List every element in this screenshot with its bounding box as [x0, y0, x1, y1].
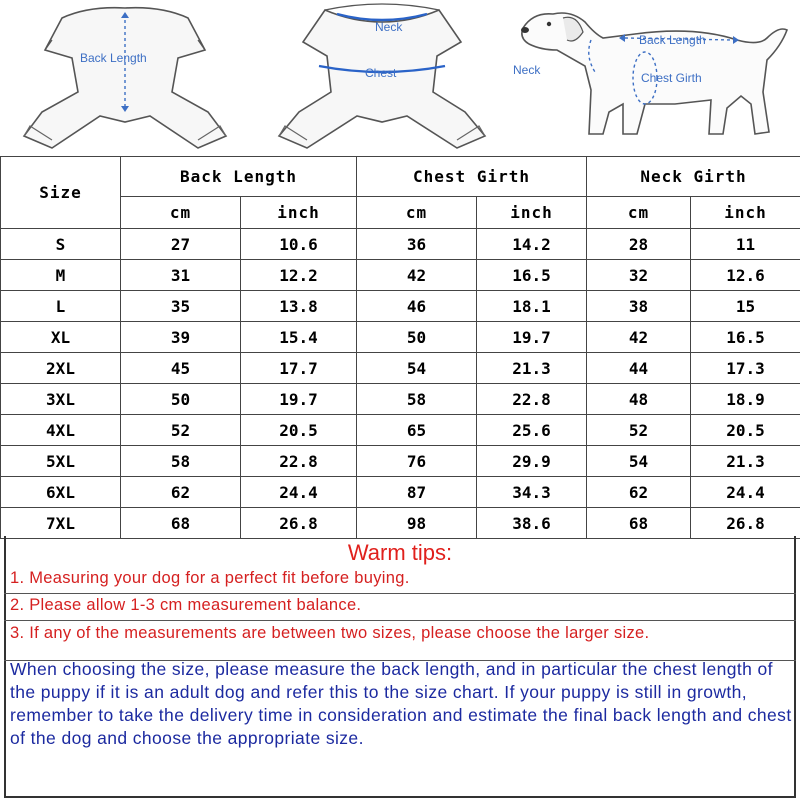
chest-label: Chest	[365, 66, 397, 80]
dog-chest-girth-label: Chest Girth	[641, 71, 702, 85]
measurement-cell: 28	[587, 229, 691, 260]
chest-girth-header: Chest Girth	[357, 157, 587, 197]
measurement-cell: 16.5	[477, 260, 587, 291]
size-cell: 6XL	[1, 477, 121, 508]
measurement-cell: 20.5	[241, 415, 357, 446]
tip-divider	[4, 620, 796, 621]
measurement-cell: 42	[587, 322, 691, 353]
measurement-cell: 44	[587, 353, 691, 384]
back-length-header: Back Length	[121, 157, 357, 197]
measurement-cell: 35	[121, 291, 241, 322]
measurement-cell: 18.1	[477, 291, 587, 322]
tip-divider	[4, 593, 796, 594]
size-column-header: Size	[1, 157, 121, 229]
measurement-cell: 46	[357, 291, 477, 322]
table-group-header-row	[1, 157, 800, 197]
size-cell: 7XL	[1, 508, 121, 539]
table-unit-header-row	[1, 197, 800, 229]
measurement-cell: 20.5	[691, 415, 800, 446]
unit-header: cm	[587, 197, 691, 229]
measurement-cell: 19.7	[241, 384, 357, 415]
size-rows	[1, 229, 800, 539]
table-row	[1, 477, 800, 508]
table-row	[1, 322, 800, 353]
measurement-cell: 45	[121, 353, 241, 384]
measurement-cell: 48	[587, 384, 691, 415]
measurement-cell: 50	[357, 322, 477, 353]
measurement-cell: 38	[587, 291, 691, 322]
measurement-cell: 65	[357, 415, 477, 446]
measurement-cell: 58	[121, 446, 241, 477]
measurement-cell: 10.6	[241, 229, 357, 260]
measurement-cell: 54	[587, 446, 691, 477]
size-cell: 4XL	[1, 415, 121, 446]
measurement-cell: 21.3	[477, 353, 587, 384]
measurement-cell: 13.8	[241, 291, 357, 322]
measurement-cell: 25.6	[477, 415, 587, 446]
size-cell: M	[1, 260, 121, 291]
measurement-cell: 39	[121, 322, 241, 353]
measurement-cell: 98	[357, 508, 477, 539]
size-cell: 3XL	[1, 384, 121, 415]
measurement-cell: 15.4	[241, 322, 357, 353]
table-row	[1, 260, 800, 291]
size-cell: XL	[1, 322, 121, 353]
garment-back-diagram	[0, 0, 250, 156]
warm-tips-title: Warm tips:	[347, 540, 453, 565]
size-cell: 5XL	[1, 446, 121, 477]
measurement-cell: 68	[587, 508, 691, 539]
table-row	[1, 508, 800, 539]
size-cell: L	[1, 291, 121, 322]
measurement-illustrations	[0, 0, 800, 156]
measurement-cell: 76	[357, 446, 477, 477]
size-cell: S	[1, 229, 121, 260]
measurement-cell: 17.7	[241, 353, 357, 384]
measurement-cell: 52	[587, 415, 691, 446]
unit-header: inch	[477, 197, 587, 229]
measurement-cell: 16.5	[691, 322, 800, 353]
unit-header: cm	[121, 197, 241, 229]
tip-item-2: 2. Please allow 1-3 cm measurement balance.	[10, 596, 362, 614]
measurement-cell: 58	[357, 384, 477, 415]
unit-header: cm	[357, 197, 477, 229]
measurement-cell: 42	[357, 260, 477, 291]
unit-header: inch	[241, 197, 357, 229]
back-length-label: Back Length	[80, 51, 147, 65]
measurement-cell: 26.8	[691, 508, 800, 539]
garment-front-diagram	[265, 0, 500, 156]
measurement-cell: 18.9	[691, 384, 800, 415]
measurement-cell: 27	[121, 229, 241, 260]
measurement-cell: 22.8	[477, 384, 587, 415]
size-chart-table	[0, 156, 800, 539]
size-cell: 2XL	[1, 353, 121, 384]
table-row	[1, 229, 800, 260]
tip-item-3: 3. If any of the measurements are between two sizes, please choose the larger size.	[10, 624, 650, 642]
measurement-cell: 34.3	[477, 477, 587, 508]
measurement-cell: 24.4	[241, 477, 357, 508]
table-row	[1, 384, 800, 415]
measurement-cell: 62	[121, 477, 241, 508]
measurement-cell: 17.3	[691, 353, 800, 384]
measurement-cell: 54	[357, 353, 477, 384]
measurement-cell: 52	[121, 415, 241, 446]
measurement-cell: 50	[121, 384, 241, 415]
measurement-cell: 87	[357, 477, 477, 508]
measurement-cell: 38.6	[477, 508, 587, 539]
measurement-cell: 12.2	[241, 260, 357, 291]
tip-item-1: 1. Measuring your dog for a perfect fit before buying.	[10, 569, 410, 587]
measurement-cell: 29.9	[477, 446, 587, 477]
measurement-cell: 19.7	[477, 322, 587, 353]
measurement-cell: 21.3	[691, 446, 800, 477]
table-row	[1, 291, 800, 322]
measurement-cell: 32	[587, 260, 691, 291]
measurement-cell: 22.8	[241, 446, 357, 477]
dog-diagram	[505, 0, 800, 156]
measurement-cell: 31	[121, 260, 241, 291]
measurement-cell: 15	[691, 291, 800, 322]
sizing-advice-note: When choosing the size, please measure the back length, and in particular the chest length of the puppy if it is an adult dog and refer this to the size chart. If your puppy is still in growth, remember to take the delivery time in consideration and estimate the final back length and chest of the dog and choose the appropriate size.	[10, 659, 792, 748]
table-row	[1, 415, 800, 446]
measurement-cell: 36	[357, 229, 477, 260]
neck-label: Neck	[375, 20, 403, 34]
neck-girth-header: Neck Girth	[587, 157, 800, 197]
measurement-cell: 11	[691, 229, 800, 260]
dog-back-length-label: Back Length	[639, 33, 706, 47]
measurement-cell: 12.6	[691, 260, 800, 291]
measurement-cell: 14.2	[477, 229, 587, 260]
unit-header: inch	[691, 197, 800, 229]
measurement-cell: 68	[121, 508, 241, 539]
measurement-cell: 26.8	[241, 508, 357, 539]
table-row	[1, 446, 800, 477]
measurement-cell: 62	[587, 477, 691, 508]
dog-neck-label: Neck	[513, 63, 541, 77]
measurement-cell: 24.4	[691, 477, 800, 508]
table-row	[1, 353, 800, 384]
